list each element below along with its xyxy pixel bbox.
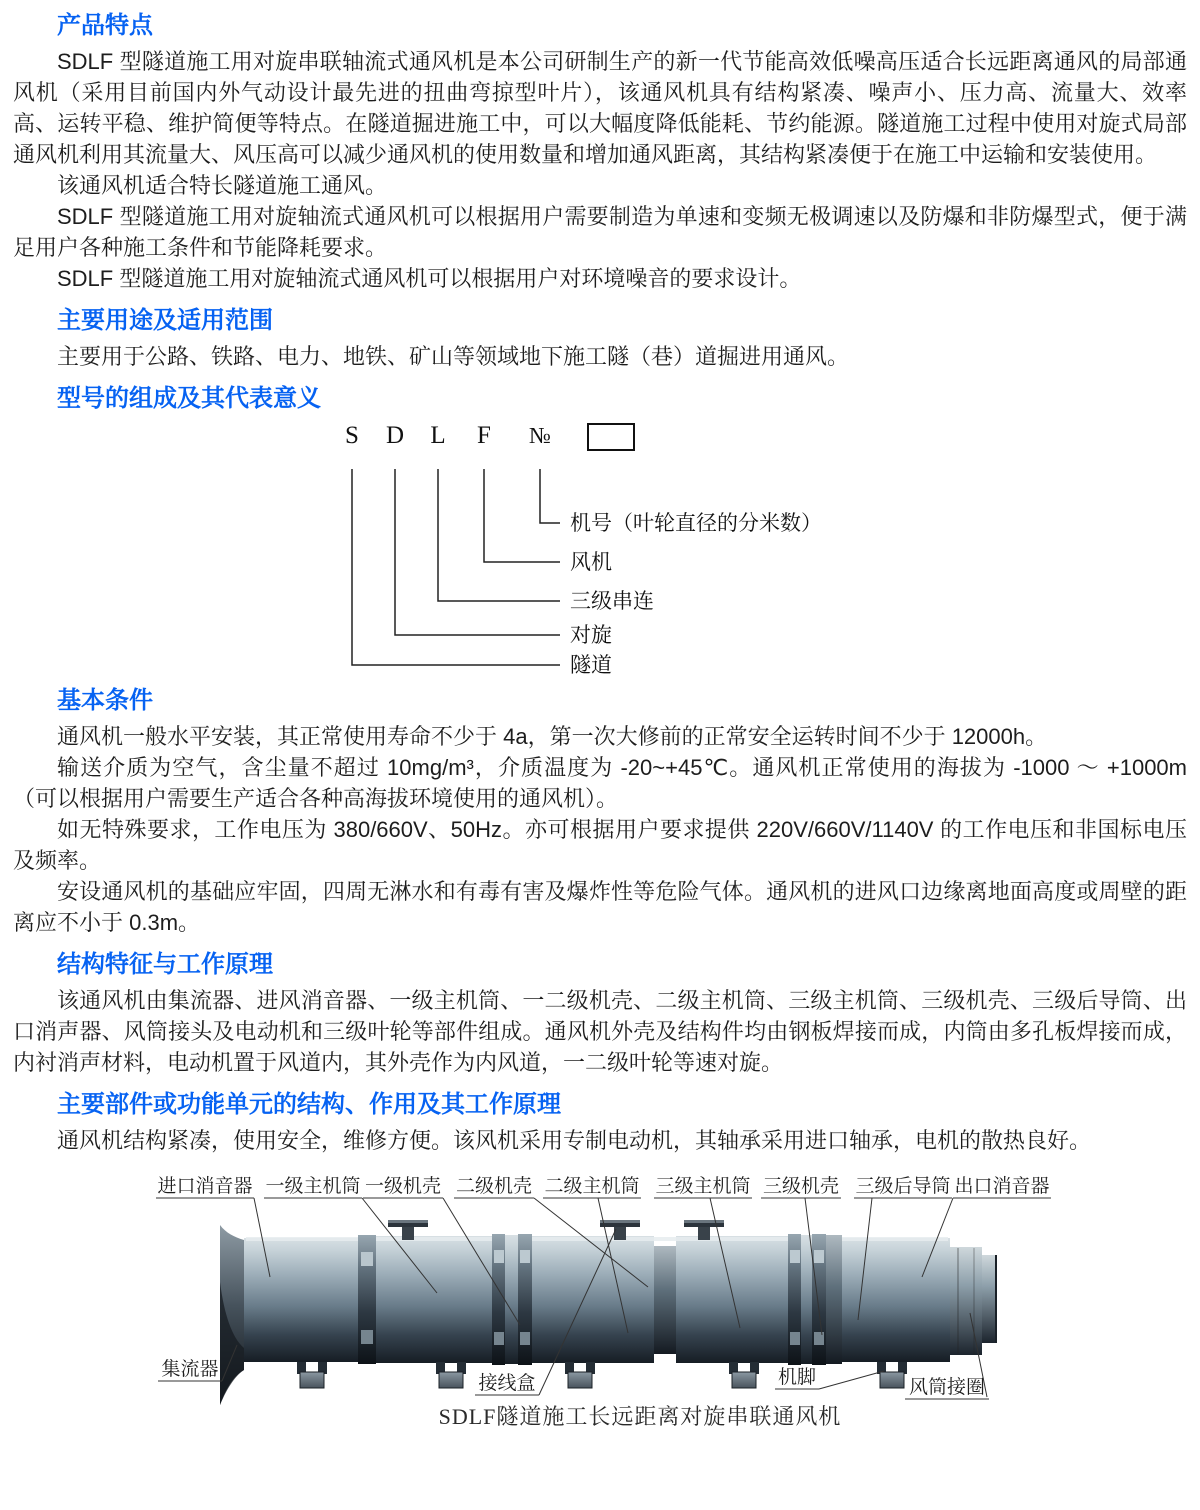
paragraph-features-3: SDLF 型隧道施工用对旋轴流式通风机可以根据用户需要制造为单速和变频无极调速以及防爆和非防爆型式，便于满足用户各种施工条件和节能降耗要求。: [13, 204, 1187, 260]
fan-label-inlet-silencer: 进口消音器: [157, 1176, 253, 1197]
section-main-uses: [13, 307, 1187, 372]
model-letter-s: S: [345, 422, 359, 449]
fan-section-stage2-barrel: [532, 1236, 654, 1363]
section-model-code: [13, 385, 1187, 674]
fan-label-stage2-casing: 二级机壳: [455, 1176, 533, 1197]
fan-foot: [436, 1362, 466, 1388]
model-meaning-number: 机号（叶轮直径的分米数）: [570, 511, 822, 535]
model-letter-no: №: [529, 423, 551, 448]
fan-label-outlet-silencer: 出口消音器: [954, 1176, 1050, 1197]
model-letter-l: L: [430, 422, 446, 449]
heading-structure-principle: 结构特征与工作原理: [57, 951, 273, 978]
fan-label-machine-foot: 机脚: [777, 1367, 817, 1388]
fan-label-junction-box: 接线盒: [478, 1373, 536, 1394]
paragraph-conditions-2: 输送介质为空气，含尘量不超过 10mg/m³，介质温度为 -20~+45℃。通风机正常使用的海拔为 -1000 ～ +1000m（可以根据用户需要生产适合各种高海拔环境使用的通风机）。: [13, 755, 1187, 811]
model-line-no: [540, 469, 560, 523]
paragraph-structure-1: 该通风机由集流器、进风消音器、一级主机筒、一二级机壳、二级主机筒、三级主机筒、三级机壳、三级后导筒、出口消声器、风筒接头及电动机和三级叶轮等部件组成。通风机外壳及结构件均由钢板焊接而成，内筒由多孔板焊接而成，内衬消声材料，电动机置于风道内，其外壳作为内风道，一二级叶轮等速对旋。: [13, 988, 1187, 1075]
fan-caption: SDLF隧道施工长远距离对旋串联通风机: [438, 1404, 842, 1429]
section-product-features: [13, 12, 1187, 294]
fan-duct-ring: [950, 1247, 996, 1355]
model-letter-f: F: [477, 422, 491, 449]
fan-top-highlight: [246, 1237, 948, 1241]
fan-section-stage1-barrel: [376, 1236, 492, 1363]
fan-section-joint: [654, 1246, 676, 1354]
fan-label-stage1-barrel: 一级主机筒: [265, 1176, 361, 1197]
heading-main-parts: 主要部件或功能单元的结构、作用及其工作原理: [57, 1091, 561, 1118]
model-meaning-tunnel: 隧道: [570, 653, 612, 674]
paragraph-features-1: SDLF 型隧道施工用对旋串联轴流式通风机是本公司研制生产的新一代节能高效低噪高压适合长远距离通风的局部通风机（采用目前国内外气动设计最先进的扭曲弯掠型叶片），该通风机具有结构紧凑、噪声小、压力高、流量大、效率高、运转平稳、维护简便等特点。在隧道掘进施工中，可以大幅度降低能耗、节约能源。隧道施工过程中使用对旋式局部通风机利用其流量大、风压高可以减少通风机的使用数量和增加通风距离，其结构紧凑便于在施工中运输和安装使用。: [13, 49, 1187, 167]
model-code-diagram: [13, 419, 1187, 674]
fan-label-stage3-guide-duct: 三级后导筒: [855, 1176, 951, 1197]
model-meaning-three-stage: 三级串连: [570, 589, 654, 613]
fan-label-stage3-casing: 三级机壳: [762, 1176, 840, 1197]
section-structure-principle: [13, 951, 1187, 1078]
heading-basic-conditions: 基本条件: [57, 687, 153, 714]
fan-illustration: [13, 1162, 1187, 1479]
paragraph-features-2: 该通风机适合特长隧道施工通风。: [57, 173, 388, 198]
heading-product-features: 产品特点: [57, 12, 153, 39]
fan-label-stage3-barrel: 三级主机筒: [655, 1176, 751, 1197]
paragraph-conditions-1: 通风机一般水平安装，其正常使用寿命不少于 4a，第一次大修前的正常安全运转时间不少于 12000h。: [57, 724, 1048, 749]
fan-label-duct-ring: 风筒接圈: [908, 1377, 986, 1398]
fan-label-stage1-casing: 一级机壳: [364, 1176, 442, 1197]
section-main-parts: [13, 1091, 1187, 1156]
paragraph-features-4: SDLF 型隧道施工用对旋轴流式通风机可以根据用户对环境噪音的要求设计。: [57, 266, 802, 291]
fan-section-outlet-silencer: [842, 1238, 950, 1362]
heading-model-code: 型号的组成及其代表意义: [57, 385, 321, 412]
heading-main-uses: 主要用途及适用范围: [57, 307, 273, 334]
fan-label-stage2-barrel: 二级主机筒: [544, 1176, 640, 1197]
section-basic-conditions: [13, 687, 1187, 938]
model-letter-d: D: [385, 422, 405, 449]
fan-sections: [244, 1236, 950, 1363]
paragraph-parts-1: 通风机结构紧凑，使用安全，维修方便。该风机采用专制电动机，其轴承采用进口轴承，电机的散热良好。: [57, 1128, 1092, 1153]
model-size-box: [588, 424, 634, 450]
model-line-l: [438, 469, 560, 601]
paragraph-uses-1: 主要用于公路、铁路、电力、地铁、矿山等领域地下施工隧（巷）道掘进用通风。: [57, 344, 850, 369]
fan-section-inlet-silencer: [244, 1238, 358, 1362]
paragraph-conditions-4: 安设通风机的基础应牢固，四周无淋水和有毒有害及爆炸性等危险气体。通风机的进风口边缘离地面高度或周壁的距离应不小于 0.3m。: [13, 879, 1187, 935]
fan-foot: [729, 1362, 759, 1388]
fan-label-collector: 集流器: [161, 1359, 219, 1380]
model-line-d: [395, 469, 560, 635]
paragraph-conditions-3: 如无特殊要求，工作电压为 380/660V、50Hz。亦可根据用户要求提供 220V/660V/1140V 的工作电压和非国标电压及频率。: [13, 817, 1187, 873]
model-line-f: [484, 469, 560, 562]
fan-foot: [877, 1362, 907, 1388]
fan-section-stage3-barrel: [676, 1236, 788, 1363]
model-meaning-counter-rotating: 对旋: [570, 623, 612, 647]
fan-foot: [565, 1362, 595, 1388]
model-meaning-fan: 风机: [570, 550, 612, 574]
fan-foot: [297, 1362, 327, 1388]
